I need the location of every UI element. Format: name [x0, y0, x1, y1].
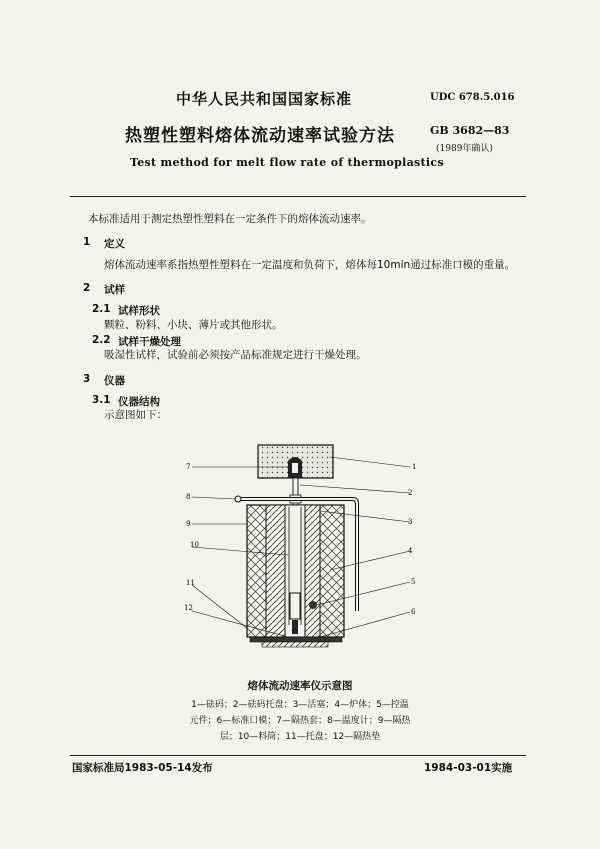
section-2-2-title: 试样干燥处理 — [118, 336, 181, 348]
label-11: 11 — [186, 579, 195, 587]
label-5: 5 — [411, 578, 416, 586]
section-3-1-text: 示意图如下： — [104, 409, 167, 421]
section-1-title: 定义 — [104, 238, 125, 250]
section-2-number: 2 — [83, 282, 91, 294]
figure-legend-line-2: 元件；6—标准口模；7—隔热套；8—温度计；9—隔热 — [189, 716, 411, 726]
document-title-cn: 热塑性塑料熔体流动速率试验方法 — [125, 126, 395, 146]
figure-legend-line-3: 层；10—料筒；11—托盘；12—隔热垫 — [219, 732, 381, 742]
temp-control-element — [309, 601, 317, 609]
intro-paragraph: 本标准适用于测定热塑性塑料在一定条件下的熔体流动速率。 — [88, 213, 372, 225]
section-2-1-title: 试样形状 — [118, 305, 160, 317]
label-4: 4 — [408, 547, 413, 555]
document-title-en: Test method for melt flow rate of thermoplastics — [130, 156, 444, 169]
bottom-tray — [250, 637, 342, 642]
issue-date: 国家标准局1983-05-14发布 — [72, 762, 213, 774]
udc-number: UDC 678.5.016 — [430, 92, 515, 103]
section-3-1-title: 仪器结构 — [118, 396, 160, 408]
figure-legend-line-1: 1—砝码；2—砝码托盘；3—活塞；4—炉体；5—控温 — [191, 700, 409, 710]
effective-date: 1984-03-01实施 — [424, 762, 513, 774]
insulation-pad — [262, 642, 328, 647]
section-1-number: 1 — [83, 236, 91, 248]
figure-caption: 熔体流动速率仪示意图 — [247, 680, 353, 692]
standard-die — [292, 620, 298, 634]
standard-org-title: 中华人民共和国国家标准 — [176, 90, 353, 108]
standard-code: GB 3682—83 — [430, 124, 510, 137]
label-10: 10 — [190, 541, 199, 549]
section-2-title: 试样 — [104, 284, 125, 296]
label-6: 6 — [411, 608, 416, 616]
header-divider — [70, 196, 526, 197]
section-3-title: 仪器 — [104, 375, 125, 387]
section-3-number: 3 — [83, 373, 91, 385]
section-2-1-number: 2.1 — [92, 303, 111, 315]
label-8: 8 — [186, 493, 191, 501]
footer-divider — [70, 755, 526, 756]
section-2-1-text: 颗粒、粉料、小块、薄片或其他形状。 — [104, 319, 283, 331]
piston-head — [290, 593, 300, 619]
section-3-1-number: 3.1 — [92, 394, 111, 406]
label-3: 3 — [408, 518, 413, 526]
section-2-2-number: 2.2 — [92, 334, 111, 346]
confirmation-note: (1989年确认) — [436, 144, 493, 154]
label-9: 9 — [186, 520, 191, 528]
label-1: 1 — [412, 463, 417, 471]
label-12: 12 — [184, 604, 193, 612]
section-1-text: 熔体流动速率系指热塑性塑料在一定温度和负荷下，熔体每10min通过标准口模的重量。 — [104, 259, 516, 271]
section-2-2-text: 吸湿性试样，试验前必须按产品标准规定进行干燥处理。 — [104, 349, 367, 361]
label-7: 7 — [186, 463, 191, 471]
label-2: 2 — [408, 489, 413, 497]
apparatus-diagram — [170, 425, 440, 655]
